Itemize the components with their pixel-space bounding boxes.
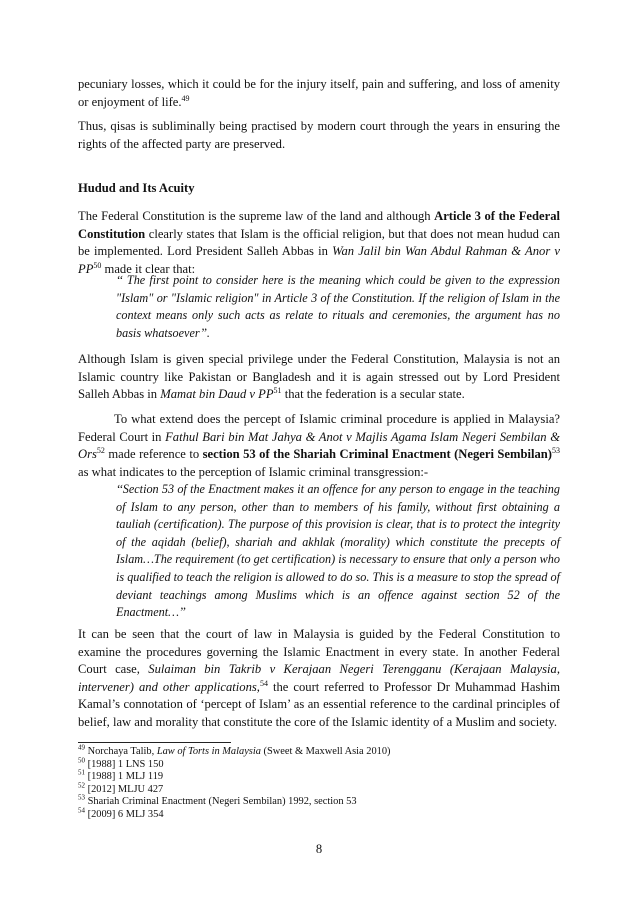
case-citation-sulaiman: Sulaiman bin Takrib v Kerajaan Negeri Terengganu (Kerajaan Malaysia, intervener) and other applications, <box>78 662 560 694</box>
paragraph-5-text-a: To what extend does the percept of Islamic criminal procedure is applied in Malaysia? Federal Court in <box>78 412 560 444</box>
footnote-ref-51: 51 <box>273 386 282 395</box>
case-citation-wan-jalil: Wan Jalil bin Wan Abdul Rahman & Anor v PP <box>78 244 560 276</box>
footnotes-list <box>78 743 560 822</box>
paragraph-5 <box>78 411 560 481</box>
footnote-item <box>78 743 560 759</box>
paragraph-5-text-e: as what indicates to the perception of Islamic criminal transgression:- <box>78 464 429 479</box>
case-citation-mamat: Mamat bin Daud v PP <box>160 387 274 402</box>
paragraph-1 <box>78 76 560 111</box>
quote-1: ‘‘ The first point to consider here is the meaning which could be given to the expression "Islam" or "Islamic religion" in Article 3 of the Constitution. If the religion of Islam in the context means only such acts as relate to rituals and ceremonies, the argument has no basis whatsoever’’. <box>116 273 560 340</box>
footnote-text: Norchaya Talib, <box>87 746 157 757</box>
paragraph-3-text-a: The Federal Constitution is the supreme law of the land and although <box>78 209 435 223</box>
footnote-ref-52: 52 <box>96 446 105 455</box>
footnote-item <box>78 756 560 772</box>
footnote-item <box>78 781 560 797</box>
paragraph-6-text-c: the court referred to Professor Dr Muhammad Hashim Kamal’s connotation of ‘percept of Islam’ as an essential reference to the cardinal principles of belief, law and morality that constitute the core of the Islamic identity of a Muslim and society. <box>78 679 560 729</box>
paragraph-4-text-a: Although Islam is given special privilege under the Federal Constitution, Malaysia is not an Islamic country like Pakistan or Bangladesh and it is again stressed out by Lord President Salleh Abbas in <box>78 352 560 402</box>
section-heading: Hudud and Its Acuity <box>78 181 195 195</box>
paragraph-3-text-c: clearly states that Islam is the official religion, but that does not mean hudud can be implemented. Lord President Salleh Abbas in <box>78 226 560 259</box>
footnote-text-tail: (Sweet & Maxwell Asia 2010) <box>260 746 391 757</box>
footnote-text: [2009] 6 MLJ 354 <box>87 808 164 820</box>
paragraph-2: Thus, qisas is subliminally being practised by modern court through the years in ensuring the rights of the affected party are preserved. <box>78 119 560 151</box>
paragraph-4 <box>78 351 560 404</box>
quote-2: ‘‘Section 53 of the Enactment makes it an offence for any person to engage in the teaching of Islam to any person, other than to members of his family, without first obtaining a tauliah (certification). The purpose of this provision is clear, that is to protect the integrity of the aqidah (belief), shariah and akhlak (morality) which constitute the precepts of Islam…The requirement (to get certification) is necessary to ensure that only a person who is qualified to teach the religion is allowed to do so. This is a measure to stop the spread of deviant teachings among Muslims which is an offence against section 52 of the Enactment…’’ <box>116 482 560 620</box>
footnote-number: 52 <box>78 781 85 790</box>
paragraph-1-text: pecuniary losses, which it could be for the injury itself, pain and suffering, and loss of amenity or enjoyment of life. <box>78 77 560 109</box>
footnote-number: 50 <box>78 756 85 765</box>
paragraph-6 <box>78 626 560 732</box>
case-citation-fathul-bari: Fathul Bari bin Mat Jahya & Anot v Majlis Agama Islam Negeri Sembilan & Ors <box>78 429 560 462</box>
paragraph-4-text-c: that the federation is a secular state. <box>281 387 465 402</box>
paragraph-6-text-a: It can be seen that the court of law in Malaysia is guided by the Federal Constitution to examine the procedures governing the Islamic Enactment in every state. In another Federal Court case, <box>78 627 560 677</box>
footnote-text: [1988] 1 MLJ 119 <box>87 771 164 783</box>
footnote-text: Shariah Criminal Enactment (Negeri Sembilan) 1992, section 53 <box>87 796 357 808</box>
paragraph-3 <box>78 208 560 278</box>
footnote-item <box>78 793 560 809</box>
footnote-separator <box>78 742 231 743</box>
paragraph-3-text-e: made it clear that: <box>101 261 196 276</box>
paragraph-3-bold: Article 3 of the Federal Constitution <box>78 209 560 241</box>
footnote-number: 49 <box>78 743 85 752</box>
footnote-number: 54 <box>78 806 85 815</box>
footnote-item <box>78 806 560 822</box>
footnote-number: 53 <box>78 793 85 802</box>
paragraph-5-text-c: made reference to <box>104 447 203 462</box>
footnote-text: [2012] MLJU 427 <box>87 783 164 795</box>
footnote-ref-50: 50 <box>93 260 102 270</box>
footnote-ref-53: 53 <box>552 446 560 455</box>
footnote-item <box>78 768 560 784</box>
footnote-book-title: Law of Torts in Malaysia <box>156 746 261 757</box>
footnote-ref-54: 54 <box>259 678 268 688</box>
footnote-text: [1988] 1 LNS 150 <box>87 758 164 770</box>
page-number: 8 <box>315 842 323 856</box>
paragraph-5-bold: section 53 of the Shariah Criminal Enactment (Negeri Sembilan) <box>202 447 552 462</box>
footnote-number: 51 <box>78 768 85 777</box>
footnote-ref-49: 49 <box>181 93 190 103</box>
